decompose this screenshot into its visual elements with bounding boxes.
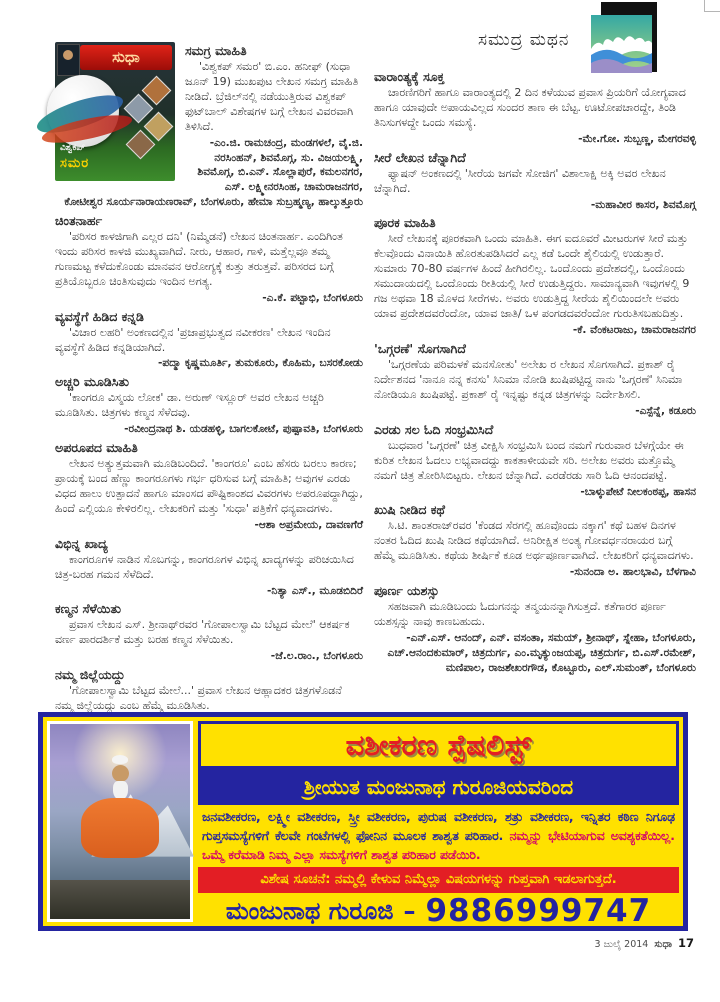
ad-body-main: ಜನವಶೀಕರಣ, ಲಕ್ಷ್ಮೀ ವಶೀಕರಣ, ಸ್ತ್ರೀ ವಶೀಕರಣ, ಪುರುಷ ವಶೀಕರಣ, ಶತ್ರು ವಶೀಕರಣ, ಇನ್ನಿತರ ಕಠಿಣ ನಿಗೂಢ ಗುಪ್ತಸಮಸ್ಯೆಗಳಿಗೆ ಕೆಲವೇ ಗಂಟೆಗಳಲ್ಲಿ ಫೋನಿನ ಮೂಲಕ ಶಾಶ್ವತ ಪರಿಹಾರ. [202,810,675,844]
letter-section [374,341,696,419]
letter-heading: 'ಒಗ್ಗರಣೆ' ಸೊಗಸಾಗಿದೆ [374,340,466,356]
letter-section [55,213,363,306]
letter-body: ಪ್ರವಾಸ ಲೇಖನ ಎಸ್. ಶ್ರೀನಾಥ್‌ರವರ 'ಗೋಪಾಲಸ್ವಾಮಿ ಬೆಟ್ಟದ ಮೇಲೆ' ಆಕರ್ಷಕ ವರ್ಣ ಪಾರದರ್ಶಿಕೆ ಮತ್ತು ಬರಹ ಕಣ್ಮನ ಸೆಳೆಯಿತು. [55,618,350,647]
cover-caption-line2: ಸಮರ [60,156,90,171]
footer-magazine-name: ಸುಧಾ [654,939,672,950]
letter-section [374,215,696,338]
ad-title: ವಶೀಕರಣ ಸ್ಪೆಷಲಿಸ್ಟ್ [198,721,679,769]
letter-heading: ಪೂರಕ ಮಾಹಿತಿ [374,215,436,231]
letter-signature: -ಮಹಾವೀರ ಕಾಸರ, ಶಿವಮೊಗ್ಗ [590,198,696,211]
letter-heading: ವಿಭಿನ್ನ ಖಾದ್ಯ [55,535,108,551]
letter-section [55,536,363,599]
letter-body: 'ಒಗ್ಗರಣೆಯ ಪರಿಮಳಕೆ ಮನಸೋತು' ಅಲೇಖ ರ ಲೇಖನ ಸೊಗಸಾಗಿದೆ. ಪ್ರಕಾಶ್ ರೈ ನಿರ್ದೇಶನದ 'ನಾನೂ ನನ್ನ ಕನಸು' ಸಿನಿಮಾ ನೋಡಿ ಖುಷಿಪಟ್ಟಿದ್ದ ನಾನು 'ಒಗ್ಗರಣೆ' ಸಿನಿಮಾ ನೋಡಿಯೂ ಖುಷಿಪಟ್ಟೆ. ಪ್ರಕಾಶ್ ರೈ ಇನ್ನಷ್ಟು ಕನ್ನಡ ಚಿತ್ರಗಳನ್ನು ನಿರ್ದೇಶಿಸಲಿ. [374,357,683,401]
letter-heading: ಖುಷಿ ನೀಡಿದ ಕಥೆ [374,502,445,518]
guru-head [112,765,129,782]
letter-signature: -ಸುನಂದಾ ಅ. ಹಾಲಭಾವಿ, ಬೆಳಗಾವಿ [569,566,696,579]
letter-heading: ಪೂರ್ಣ ಯಶಸ್ಸು [374,583,440,599]
letter-body: 'ವಿಚಾರ ಲಹರಿ' ಅಂಕಣದಲ್ಲಿನ 'ಪ್ರಜಾಪ್ರಭುತ್ವದ ನವೀಕರಣ' ಲೇಖನ ಇಂದಿನ ವ್ಯವಸ್ಥೆಗೆ ಹಿಡಿದ ಕನ್ನಡಿಯಾಗಿದೆ. [55,325,331,354]
letter-heading: ನಮ್ಮ ಜಿಲ್ಲೆಯದ್ದು [55,667,125,683]
scan-corner-artifact [704,0,720,12]
right-column [374,66,696,710]
letter-body: 'ಕಾಂಗರೂ ವಿಸ್ಮಯ ಲೋಕ' ಡಾ. ಅರುಣ್ ಇಸ್ಲೂರ್ ಅವರ ಲೇಖನ ಅಚ್ಚರಿ ಮೂಡಿಸಿತು. ಚಿತ್ರಗಳು ಕಣ್ಮನ ಸೆಳೆದವು. [55,391,324,420]
letter-body: ಕಾಂಗರೂಗಳ ನಾಡಿನ ಸೊಬಗನ್ನು, ಕಾಂಗರೂಗಳ ವಿಭಿನ್ನ ಖಾದ್ಯಗಳನ್ನು ಪರಿಚಯಿಸಿದ ಚಿತ್ರ-ಬರಹ ಗಮನ ಸೆಳೆದಿದೆ. [55,552,354,581]
letter-signature: -ನಿತ್ಯಾ ಎಸ್., ಮೂಡಬಿದಿರೆ [267,584,363,597]
letter-body: ಸಹಜವಾಗಿ ಮೂಡಿಬಂದು ಓದುಗನನ್ನು ತನ್ಮಯನನ್ನಾಗಿಸುತ್ತದೆ. ಕತೆಗಾರರ ಪೂರ್ಣ ಯಶಸ್ಸನ್ನು ನಾವು ಕಾಣಬಹುದು. [374,600,666,628]
ad-content [198,721,679,930]
letter-signature: -ಎನ್.ಎಸ್. ಆನಂದ್, ಎನ್. ವಸಂತಾ, ಸಮಯ್, ಶ್ರೀನಾಥ್, ಸ್ನೇಹಾ, ಬೆಂಗಳೂರು, ಎಚ್.ಆನಂದಕುಮಾರ್, ಚಿತ್ರದುರ್ಗ, ಎಂ.ಮೃತ್ಯುಂಜಯಪ್ಪ, ಚಿತ್ರದುರ್ಗ, ಬಿ.ಎಸ್.ರಮೇಶ್, ಮಣಿಪಾಲ, ರಾಜಶೇಖರಗೌಡ, ಕೊಟ್ಟೂರು, ಎಲ್.ಸುಮಂತ್, ಬೆಂಗಳೂರು [387,631,696,674]
letter-section [55,374,363,437]
rock-seat [50,880,190,919]
guru-photo [47,721,193,922]
section-logo [591,2,659,76]
page-footer [595,936,694,950]
football-graphic [47,75,119,147]
letter-signature: -ಕೆ. ವೆಂಕಟರಾಜು, ಚಾಮರಾಜನಗರ [572,324,696,337]
ad-contact-name: ಮಂಜುನಾಥ ಗುರೂಜಿ [225,897,394,926]
letter-section [374,69,696,147]
letter-heading: ಸಮಗ್ರ ಮಾಹಿತಿ [185,43,247,58]
letter-signature: -ಎಂ.ಜಿ. ರಾಮಚಂದ್ರ, ಮಂಡಗಳಲೆ, ವೈ.ಜಿ. ನರಸಿಂಹನ್, ಶಿವಮೊಗ್ಗ, ಸು. ವಿಜಯಲಕ್ಷ್ಮಿ, ಶಿವಮೊಗ್ಗ, ಬಿ.ಎನ್. ಸೊಲ್ಲಾಪುರೆ, ಕಮಲನಗರ, ಎಸ್. ಲಕ್ಷ್ಮೀನರಸಿಂಹ, ಚಾಮರಾಜನಗರ, ಕೋಟೀಶ್ವರ ಸೂರ್ಯನಾರಾಯಣರಾವ್, ಬೆಂಗಳೂರು, ಹೇಮಾ ಸುಬ್ರಹ್ಮಣ್ಯ, ಹಾಲ್ಕುತ್ತೂರು [64,136,363,209]
ad-phone-number: 9886999747 [425,893,652,930]
advertisement-banner [38,712,688,931]
ad-subtitle: ಶ್ರೀಯುತ ಮಂಜುನಾಥ ಗುರೂಜಿಯವರಿಂದ [198,769,679,805]
letter-signature: -ಆಶಾ ಅಪ್ರಮೇಯ, ದಾವಣಗೆರೆ [254,518,363,531]
letter-body: ಫ್ಯಾಷನ್ ಅಂಕಣದಲ್ಲಿ 'ಸೀರೆಯ ಜಗವೇ ಸೋಜಿಗ' ವಿಶಾಲಾಕ್ಷಿ ಅಕ್ಕಿ ಅವರ ಲೇಖನ ಚೆನ್ನಾಗಿದೆ. [374,166,666,195]
letter-body: ಸೀರೆ ಲೇಖನಕ್ಕೆ ಪೂರಕವಾಗಿ ಒಂದು ಮಾಹಿತಿ. ಈಗ ಐದೂವರೆ ಮೀಟರುಗಳ ಸೀರೆ ಮತ್ತು ಕೆಲವೊಂದು ವಿನಾಯಿತಿ ಹೊರತುಪಡಿಸಿದರೆ ಎಲ್ಲ ಕಡೆ ಒಂದೇ ಶೈಲಿಯಲ್ಲಿ ಉಡುತ್ತಾರೆ. ಸುಮಾರು 70-80 ವರ್ಷಗಳ ಹಿಂದೆ ಹೀಗಿರಲಿಲ್ಲ. ಒಂದೊಂದು ಪ್ರದೇಶದಲ್ಲಿ, ಒಂದೊಂದು ಸಮುದಾಯದಲ್ಲಿ ಒಂದೊಂದು ರೀತಿಯಲ್ಲಿ ಸೀರೆ ಉಡುತ್ತಿದ್ದರು. ಸಾಮಾನ್ಯವಾಗಿ ಇವುಗಳಲ್ಲಿ 9 ಗಜ ಅಥವಾ 18 ಮೊಳದ ಸೀರೆಗಳು. ಅವರು ಉಡುತ್ತಿದ್ದ ಸೀರೆಯ ಶೈಲಿಯಿಂದಲೇ ಅವರು ಯಾವ ಪ್ರದೇಶದವರೆಂದೋ, ಯಾವ ಜಾತಿ/ ಒಳ ಪಂಗಡದವರೆಂದೋ ಗುರುತಿಸಬಹುದಿತ್ತು. [374,232,690,321]
letter-signature: -ಪದ್ಮಾ ಕೃಷ್ಣಮೂರ್ತಿ, ತುಮಕೂರು, ಕೊಹಿಮ, ಬಸರಕೋಡು [157,357,363,370]
letter-section [374,502,696,580]
guru-turban [112,755,128,764]
letter-signature: -ಜೆ.ಲ.ರಾಂ., ಬೆಂಗಳೂರು [270,650,363,663]
letter-body: 'ವಿಶ್ವಕಪ್ ಸಮರ' ಬಿ.ಎಂ. ಹನೀಫ್ (ಸುಧಾ ಜೂನ್ 19) ಮುಖಪುಟ ಲೇಖನ ಸಮಗ್ರ ಮಾಹಿತಿ ನೀಡಿದೆ. ಬ್ರೆಜಿಲ್‌ನಲ್ಲಿ ನಡೆಯುತ್ತಿರುವ ವಿಶ್ವಕಪ್ ಫುಟ್‌ಬಾಲ್ ವಿಶೇಷಗಳ ಬಗ್ಗೆ ಲೇಖನ ವಿವರವಾಗಿ ತಿಳಿಸಿದೆ. [185,60,359,133]
letter-signature: -ಮೇ.ಗೋ. ಸುಬ್ಬಣ್ಣ, ಮೇಗರವಳ್ಳಿ [578,132,696,145]
letter-heading: ವ್ಯವಸ್ಥೆಗೆ ಹಿಡಿದ ಕನ್ನಡಿ [55,308,144,324]
magazine-cover-thumbnail [55,42,175,181]
cover-caption-line1: ವಿಶ್ವಕಪ್ [60,143,86,153]
ad-contact-separator: – [403,897,416,926]
letter-section [55,601,363,664]
letter-signature: -ಎ.ಕೆ. ಪಟ್ಟಾಭಿ, ಬೆಂಗಳೂರು [262,291,363,304]
cover-portrait-photo [57,44,80,76]
letter-body: 'ಪರಿಸರ ಕಾಳಜಿಗಾಗಿ ಎಲ್ಲರ ದನಿ' (ನಿಮ್ಮೆಡನೆ) ಲೇಖನ ಚಿಂತನಾರ್ಹ. ಎಂದಿಗಿಂತ ಇಂದು ಪರಿಸರ ಕಾಳಜಿ ಮುಖ್ಯವಾಗಿದೆ. ನೀರು, ಆಹಾರ, ಗಾಳಿ, ಮತ್ತೆಲ್ಲವೂ ತಮ್ಮ ಗುಣಮಟ್ಟ ಕಳೆದುಕೊಂಡು ಮಾನವನ ಆರೋಗ್ಯಕ್ಕೆ ಕುತ್ತು ತರುತ್ತವೆ. ಪರಿಸರದ ಬಗ್ಗೆ ಪ್ರತಿಯೊಬ್ಬರೂ ಚಿಂತಿಸುವುದು ಇಂದಿನ ಅಗತ್ಯ. [55,229,343,288]
left-column [55,40,363,713]
sea-waves-icon [591,15,652,73]
guru-beard [113,781,128,800]
letter-section [55,309,363,372]
cover-masthead: ಸುಧಾ [80,45,172,70]
guru-robe [81,798,159,858]
letter-signature: -ಬಾಳ್ಕುಪೇಟೆ ನೀಲಕಂಠಪ್ಪ, ಹಾಸನ [580,485,696,498]
letter-signature: -ಎಸ್ಪೆನ್ನೆ, ಕಡೂರು [635,404,696,417]
letter-section [55,440,363,533]
footer-date: 3 ಜುಲೈ 2014 [594,939,649,950]
ad-special-notice: ವಿಶೇಷ ಸೂಚನೆ: ನಮ್ಮಲ್ಲಿ ಕೇಳುವ ನಿಮ್ಮೆಲ್ಲಾ ವಿಷಯಗಳನ್ನು ಗುಪ್ತವಾಗಿ ಇಡಲಾಗುತ್ತದೆ. [198,867,679,893]
letter-heading: ಕಣ್ಮನ ಸೆಳೆಯಿತು [55,601,121,617]
letter-section [374,422,696,500]
letter-body: ಸಿ.ಟಿ. ಶಾಂತರಾಜ್‌ರವರ 'ಕೆಂಡದ ಸೆರಗಲ್ಲಿ ಹೂವೊಂದು ನಕ್ಕಾಗ' ಕಥೆ ಬಹಳ ದಿನಗಳ ನಂತರ ಓದಿದ ಖುಷಿ ನೀಡಿದ ಕಥೆಯಾಗಿದೆ. ಅನಿರೀಕ್ಷಿತ ಅಂತ್ಯ ಗೋವರ್ಧನರಾಯರ ಬಗ್ಗೆ ಹೆಮ್ಮೆ ಮೂಡಿಸಿತು. ಕಥೆಯ ಶೀರ್ಷಿಕೆ ಕೂಡ ಅರ್ಥಪೂರ್ಣವಾಗಿದೆ. ಲೇಖಕರಿಗೆ ಧನ್ಯವಾದಗಳು. [374,519,694,563]
letter-heading: ಸೀರೆ ಲೇಖನ ಚೆನ್ನಾಗಿದೆ [374,149,466,165]
letter-section [374,583,696,675]
letter-signature: -ರವೀಂದ್ರನಾಥ ಶಿ. ಯಡಹಳ್ಳಿ, ಬಾಗಲಕೋಟೆ, ಪುಷ್ಪಾವತಿ, ಬೆಂಗಳೂರು [124,423,363,436]
ad-contact-line [198,893,679,929]
letter-heading: ಎರಡು ಸಲ ಓದಿ ಸಂಭ್ರಮಿಸಿದೆ [374,421,494,437]
letter-heading: ವಾರಾಂತ್ಯಕ್ಕೆ ಸೂಕ್ತ [374,69,445,84]
ad-body-highlight: ನಮ್ಮನ್ನು ಭೇಟಿಯಾಗುವ ಅವಶ್ಯಕತೆಯಿಲ್ಲ. ಒಮ್ಮೆ ಕರೆಮಾಡಿ ನಿಮ್ಮ ಎಲ್ಲಾ ಸಮಸ್ಯೆಗಳಿಗೆ ಶಾಶ್ವತ ಪರಿಹಾರ ಪಡೆಯಿರಿ. [202,829,675,863]
letter-body: 'ಗೋಪಾಲಸ್ವಾಮಿ ಬೆಟ್ಟದ ಮೇಲೆ...' ಪ್ರವಾಸ ಲೇಖನ ಆಹ್ಲಾದಕರ ಚಿತ್ರಗಳೊಡನೆ ನಮ್ಮ ಜಿಲ್ಲೆಯದ್ದು ಎಂಬ ಹೆಮ್ಮೆ ಮೂಡಿಸಿತು. [55,684,342,713]
ad-body [198,805,679,867]
letter-body: ಚಾರಣಿಗರಿಗೆ ಹಾಗೂ ವಾರಾಂತ್ಯದಲ್ಲಿ 2 ದಿನ ಕಳೆಯುವ ಪ್ರವಾಸ ಪ್ರಿಯರಿಗೆ ಯೋಗ್ಯವಾದ ಹಾಗೂ ಯಾವುದೇ ಅಪಾಯವಿಲ್ಲದ ಸುಂದರ ತಾಣ ಈ ಬೆಟ್ಟ. ಊಟೋಪಚಾರದ್ದೇ, ತಿಂಡಿ ತಿನಿಸುಗಳದ್ದೇ ಒಂದು ಸಮಸ್ಯೆ. [374,86,686,129]
page-title: ಸಮುದ್ರ ಮಥನ [478,30,570,50]
letter-body: ಬುಧವಾರ 'ಒಗ್ಗರಣೆ' ಚಿತ್ರ ವೀಕ್ಷಿಸಿ ಸಂಭ್ರಮಿಸಿ ಬಂದ ನಮಗೆ ಗುರುವಾರ ಬೆಳಗ್ಗೆಯೇ ಈ ಕುರಿತ ಲೇಖನ ಓದಲು ಲಭ್ಯವಾದದ್ದು ಕಾಕತಾಳೀಯವೇ ಸರಿ. ಅಲೇಖ ಅವರು ಮತ್ತೊಮ್ಮೆ ನಮಗೆ ಚಿತ್ರ ತೋರಿಸಿಬಿಟ್ಟರು. ಲೇಖನ ಚೆನ್ನಾಗಿದೆ. ಎರಡೆರಡು ಸಾರಿ ಓದಿ ಆನಂದಪಟ್ಟೆ. [374,438,684,482]
letter-section [374,150,696,213]
letter-heading: ಅಪರೂಪದ ಮಾಹಿತಿ [55,440,138,456]
letter-heading: ಅಚ್ಚರಿ ಮೂಡಿಸಿತು [55,374,129,390]
letter-heading: ಚಿಂತನಾರ್ಹ [55,212,103,228]
footer-page-number: 17 [677,936,694,950]
letter-body: ಲೇಖನ ಅತ್ಯುತ್ತಮವಾಗಿ ಮೂಡಿಬಂದಿದೆ. 'ಕಾಂಗರೂ' ಎಂಬ ಹೆಸರು ಬರಲು ಕಾರಣ; ಪ್ರಾಯಕ್ಕೆ ಬಂದ ಹೆಣ್ಣು ಕಾಂಗರೂಗಳು ಗರ್ಭ ಧರಿಸುವ ಬಗ್ಗೆ ಮಾಹಿತಿ; ಅವುಗಳ ಎರಡು ವಿಧದ ಹಾಲು ಉತ್ಪಾದನೆ ಹಾಗೂ ಮಾಂಸದ ಪೌಷ್ಟಿಕಾಂಶದ ವಿವರಗಳು ಅಪರೂಪದ್ದಾಗಿದ್ದು, ಹಿಂದೆ ಎಲ್ಲಿಯೂ ಕೇಳಿರಲಿಲ್ಲ. ಲೇಖಕರಿಗೆ ಮತ್ತು 'ಸುಧಾ' ಪತ್ರಿಕೆಗೆ ಧನ್ಯವಾದಗಳು. [55,457,363,515]
